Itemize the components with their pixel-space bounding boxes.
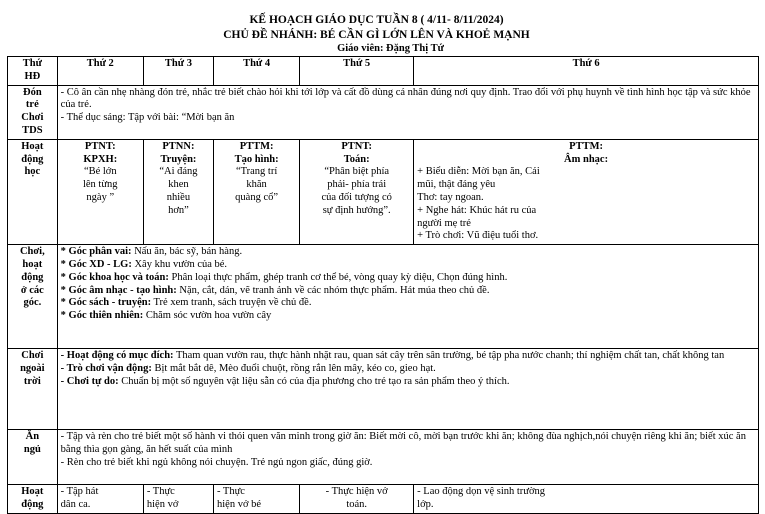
lesson-line: Thơ: tay ngoan. xyxy=(417,191,484,203)
corner-item xyxy=(61,246,755,259)
choi-ngoai-troi-content xyxy=(57,349,758,430)
header-cell-fri: Thứ 6 xyxy=(414,57,759,86)
row-label-line: động xyxy=(21,498,44,510)
row-label-line: Chơi xyxy=(21,350,44,362)
outdoor-item-name: - Hoạt động có mục đích: xyxy=(60,350,174,362)
corner-name: * Góc XD - LG: xyxy=(60,258,132,270)
corner-item xyxy=(61,285,755,298)
lesson-line: khen xyxy=(168,179,189,191)
lesson-line: + Biểu diễn: Mời bạn ăn, Cái xyxy=(417,166,540,178)
corner-item xyxy=(61,297,755,310)
lesson-type: Truyện: xyxy=(160,153,197,165)
lesson-type: KPXH: xyxy=(83,153,118,165)
lesson-line: “Ai đáng xyxy=(159,166,198,178)
row-label-line: học xyxy=(24,166,41,178)
outdoor-item-name: - Chơi tự do: xyxy=(60,375,119,387)
lesson-line: của đối tượng có xyxy=(321,191,392,203)
row-an-ngu xyxy=(8,430,759,485)
row-label-line: Chơi, xyxy=(19,246,45,258)
lesson-line: khăn xyxy=(246,179,267,191)
row-label-line: ngoài xyxy=(20,362,45,374)
lesson-line: “Trang trí xyxy=(235,166,278,178)
lesson-subject: PTNT: xyxy=(341,140,373,152)
afternoon-line: hiện vở bé xyxy=(217,498,262,510)
corner-name: * Góc thiên nhiên: xyxy=(60,310,144,322)
teacher-name: Giáo viên: Đặng Thị Tứ xyxy=(337,43,444,54)
outdoor-item xyxy=(61,363,755,376)
row-don-tre xyxy=(8,85,759,139)
row-label-hoat-dong-chieu xyxy=(8,485,58,514)
lesson-tue xyxy=(143,139,213,244)
header-row xyxy=(8,57,759,86)
lesson-line: mũi, thật đáng yêu xyxy=(417,179,496,191)
row-label-line: trời xyxy=(23,375,41,387)
row-label-line: ngủ xyxy=(23,443,41,455)
lesson-line: “Bé lớn xyxy=(83,166,117,178)
row-label-line: ở các xyxy=(20,284,44,296)
corner-name: * Góc phân vai: xyxy=(60,246,132,258)
lesson-type: Âm nhạc: xyxy=(564,153,609,165)
outdoor-item xyxy=(61,376,755,389)
row-label-line: trẻ xyxy=(25,99,39,111)
choi-goc-content xyxy=(57,245,758,349)
row-label-line: động xyxy=(21,271,44,283)
lesson-line: “Phân biệt phía xyxy=(324,166,390,178)
corner-item xyxy=(61,272,755,285)
row-hoat-dong-hoc xyxy=(8,139,759,244)
row-label-line: Hoạt xyxy=(21,140,44,152)
afternoon-mon xyxy=(57,485,143,514)
afternoon-line: lớp. xyxy=(417,498,434,510)
lesson-line: quàng cổ” xyxy=(235,191,279,203)
afternoon-line: - Tập hát xyxy=(60,486,99,498)
corner-desc: Trẻ xem tranh, sách truyện về chủ đề. xyxy=(151,297,312,309)
afternoon-line: - Thực xyxy=(217,486,245,498)
lesson-line: + Nghe hát: Khúc hát ru của xyxy=(417,204,537,216)
row-label-an-ngu xyxy=(8,430,58,485)
row-label-don-tre xyxy=(8,85,58,139)
row-label-choi-goc xyxy=(8,245,58,349)
lesson-thu xyxy=(300,139,414,244)
corner-name: * Góc khoa học và toán: xyxy=(60,271,169,283)
lesson-wed xyxy=(214,139,300,244)
lesson-subject: PTNT: xyxy=(84,140,116,152)
row-choi-ngoai-troi xyxy=(8,349,759,430)
afternoon-line: hiện vở xyxy=(146,498,179,510)
lesson-type: Tạo hình: xyxy=(234,153,279,165)
header-cell-wed: Thứ 4 xyxy=(214,57,300,86)
row-label-hoat-dong-hoc xyxy=(8,139,58,244)
afternoon-line: - Thực xyxy=(146,486,175,498)
lesson-line: ngày ” xyxy=(86,191,115,203)
row-label-choi-ngoai-troi xyxy=(8,349,58,430)
row-label-line: Đón xyxy=(22,86,42,98)
corner-item xyxy=(61,310,755,323)
don-tre-content xyxy=(57,85,758,139)
lesson-line: hơn” xyxy=(168,204,189,216)
corner-desc: Chăm sóc vườn hoa vườn cây xyxy=(143,310,272,322)
outdoor-item-desc: Chuẩn bị một số nguyên vật liệu sẵn có của địa phương cho trẻ tạo ra sản phẩm theo ý thích. xyxy=(118,375,510,387)
lesson-subject: PTTM: xyxy=(239,140,274,152)
corner-desc: Phân loại thực phẩm, ghép tranh cơ thể bé, vòng quay kỳ diệu, Chọn đúng hình. xyxy=(168,271,508,283)
don-tre-line: - Cô ân cần nhẹ nhàng đón trẻ, nhắc trẻ biết chào hỏi khi tới lớp và cất đồ dùng cá nhân đúng nơi quy định. Trao đổi với phụ huynh về tình hình học tập và sức khỏe của trẻ. xyxy=(60,86,751,111)
row-hoat-dong-chieu xyxy=(8,485,759,514)
corner-desc: Xây khu vườn của bé. xyxy=(131,258,228,270)
row-label-line: Chơi xyxy=(21,112,44,124)
afternoon-line: - Lao động dọn vệ sinh trường xyxy=(417,486,546,498)
afternoon-tue xyxy=(143,485,213,514)
an-ngu-line: - Tập và rèn cho trẻ biết một số hành vi thói quen văn minh trong giờ ăn: Biết mời cô, mời bạn trước khi ăn; không đùa nghịch,nói chuyện riêng khi ăn; biết xúc ăn bằng thìa gọn gàng, ăn hết suất của mình xyxy=(60,431,746,455)
outdoor-item xyxy=(61,350,755,363)
weekly-plan-table xyxy=(7,56,759,514)
lesson-mon xyxy=(57,139,143,244)
corner-item xyxy=(61,259,755,272)
row-choi-goc xyxy=(8,245,759,349)
lesson-line: sự định hướng”. xyxy=(322,204,391,216)
header-cell-activity xyxy=(8,57,58,86)
lesson-line: lên từng xyxy=(82,179,118,191)
lesson-type: Toán: xyxy=(343,153,370,165)
plan-subtitle: CHỦ ĐỀ NHÁNH: BÉ CẦN GÌ LỚN LÊN VÀ KHOẺ MẠNH xyxy=(223,29,530,41)
row-label-line: TDS xyxy=(22,124,43,136)
lesson-line: nhiều xyxy=(166,191,191,203)
corner-name: * Góc sách - truyện: xyxy=(60,297,152,309)
lesson-line: + Trò chơi: Vũ điệu tuổi thơ. xyxy=(417,230,539,242)
lesson-fri xyxy=(414,139,759,244)
corner-desc: Nặn, cắt, dán, vẽ tranh ảnh về các nhóm thực phẩm. Hát múa theo chủ đề. xyxy=(176,284,490,296)
afternoon-line: - Thực hiện vở xyxy=(325,486,388,498)
row-label-line: động xyxy=(21,153,44,165)
plan-title: KẾ HOẠCH GIÁO DỤC TUẦN 8 ( 4/11- 8/11/2024) xyxy=(249,14,504,26)
lesson-line: người mẹ trẻ xyxy=(417,217,471,229)
afternoon-line: toán. xyxy=(346,498,368,510)
lesson-line: phải- phía trái xyxy=(327,179,387,191)
an-ngu-content xyxy=(57,430,758,485)
header-cell-thu: Thứ 5 xyxy=(300,57,414,86)
afternoon-thu xyxy=(300,485,414,514)
don-tre-line: - Thể dục sáng: Tập với bài: “Mời bạn ăn xyxy=(60,112,235,124)
afternoon-line: dân ca. xyxy=(60,498,91,510)
header-cell-tue: Thứ 3 xyxy=(143,57,213,86)
header-cell-mon: Thứ 2 xyxy=(57,57,143,86)
lesson-subject: PTNN: xyxy=(162,140,195,152)
an-ngu-line: - Rèn cho trẻ biết khi ngủ không nói chuyện. Trẻ ngủ ngon giấc, đúng giờ. xyxy=(60,456,373,468)
corner-desc: Nấu ăn, bác sỹ, bán hàng. xyxy=(131,246,243,258)
outdoor-item-desc: Bịt mắt bắt dê, Mèo đuổi chuột, rồng rắn lên mây, kéo co, gieo hạt. xyxy=(151,362,436,374)
outdoor-item-desc: Tham quan vườn rau, thực hành nhặt rau, quan sát cây trên sân trường, bé tập pha nước chanh; thí nghiệm chất tan, chất không tan xyxy=(173,350,725,362)
row-label-line: góc. xyxy=(23,297,42,309)
outdoor-item-name: - Trò chơi vận động: xyxy=(60,362,152,374)
row-label-line: Ăn xyxy=(25,431,40,443)
row-label-line: Hoạt xyxy=(21,486,44,498)
afternoon-fri xyxy=(414,485,759,514)
header-activity-line: HĐ xyxy=(24,70,41,82)
afternoon-wed xyxy=(214,485,300,514)
header-activity-line: Thứ xyxy=(22,58,42,69)
row-label-line: hoạt xyxy=(22,258,43,270)
corner-name: * Góc âm nhạc - tạo hình: xyxy=(60,284,177,296)
lesson-subject: PTTM: xyxy=(569,140,603,152)
